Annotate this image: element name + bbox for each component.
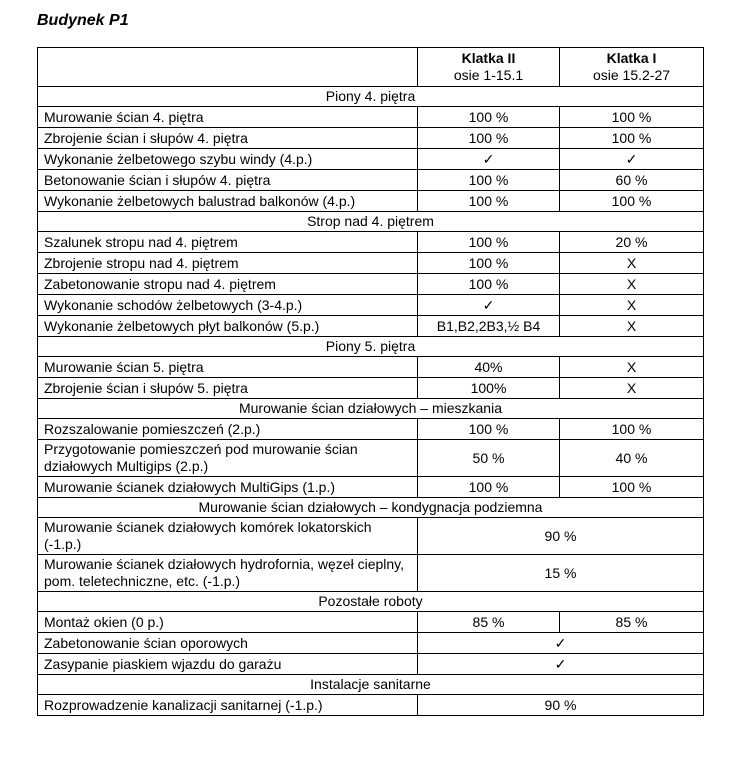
klatka-i-status-cell: X <box>560 274 704 295</box>
table-row <box>38 378 704 399</box>
column-axes: osie 1-15.1 <box>453 67 524 83</box>
table-row <box>38 695 704 716</box>
section-header-row <box>38 592 704 612</box>
column-axes: osie 15.2-27 <box>592 67 671 83</box>
section-title: Piony 5. piętra <box>38 337 704 357</box>
klatka-i-status-cell: 60 % <box>560 170 704 191</box>
table-row <box>38 440 704 477</box>
klatka-i-status-cell: 100 % <box>560 477 704 498</box>
task-cell: Murowanie ścianek działowych hydrofornia, węzeł cieplny, pom. teletechniczne, etc. (-1.p.) <box>38 555 418 592</box>
task-cell: Wykonanie żelbetowych balustrad balkonów (4.p.) <box>38 191 418 212</box>
task-cell: Murowanie ścianek działowych MultiGips (1.p.) <box>38 477 418 498</box>
table-row <box>38 295 704 316</box>
klatka-ii-status-cell: ✓ <box>418 295 560 316</box>
table-row <box>38 612 704 633</box>
section-header-row <box>38 212 704 232</box>
table-row <box>38 232 704 253</box>
klatka-i-status-cell: 100 % <box>560 107 704 128</box>
task-cell: Rozszalowanie pomieszczeń (2.p.) <box>38 419 418 440</box>
section-header-row <box>38 399 704 419</box>
klatka-i-status-cell: ✓ <box>560 149 704 170</box>
klatka-ii-status-cell: 100 % <box>418 170 560 191</box>
klatka-i-status-cell: X <box>560 295 704 316</box>
task-cell: Rozprowadzenie kanalizacji sanitarnej (-1.p.) <box>38 695 418 716</box>
task-cell: Montaż okien (0 p.) <box>38 612 418 633</box>
klatka-i-status-cell: 40 % <box>560 440 704 477</box>
header-klatka-ii <box>418 48 560 87</box>
header-klatka-i <box>560 48 704 87</box>
column-name: Klatka II <box>461 50 516 66</box>
table-header-row <box>38 48 704 87</box>
section-header-row <box>38 675 704 695</box>
task-cell: Murowanie ścian 5. piętra <box>38 357 418 378</box>
section-title: Strop nad 4. piętrem <box>38 212 704 232</box>
table-row <box>38 477 704 498</box>
task-cell: Wykonanie żelbetowego szybu windy (4.p.) <box>38 149 418 170</box>
table-row <box>38 274 704 295</box>
document-title: Budynek P1 <box>37 12 129 29</box>
klatka-ii-status-cell: 100 % <box>418 191 560 212</box>
klatka-i-status-cell: X <box>560 378 704 399</box>
task-cell: Wykonanie schodów żelbetowych (3-4.p.) <box>38 295 418 316</box>
klatka-i-status-cell: 100 % <box>560 128 704 149</box>
table-row <box>38 555 704 592</box>
task-cell: Betonowanie ścian i słupów 4. piętra <box>38 170 418 191</box>
klatka-i-status-cell: X <box>560 357 704 378</box>
merged-status-cell: 15 % <box>418 555 704 592</box>
task-cell: Szalunek stropu nad 4. piętrem <box>38 232 418 253</box>
task-cell: Zabetonowanie ścian oporowych <box>38 633 418 654</box>
klatka-ii-status-cell: 100 % <box>418 107 560 128</box>
table-row <box>38 633 704 654</box>
section-title: Piony 4. piętra <box>38 87 704 107</box>
table-row <box>38 149 704 170</box>
table-row <box>38 518 704 555</box>
klatka-i-status-cell: 20 % <box>560 232 704 253</box>
klatka-ii-status-cell: 85 % <box>418 612 560 633</box>
klatka-ii-status-cell: 100% <box>418 378 560 399</box>
table-row <box>38 419 704 440</box>
task-cell: Zbrojenie stropu nad 4. piętrem <box>38 253 418 274</box>
klatka-ii-status-cell: 100 % <box>418 253 560 274</box>
header-task-column <box>38 48 418 87</box>
klatka-i-status-cell: 100 % <box>560 419 704 440</box>
table-row <box>38 128 704 149</box>
klatka-ii-status-cell: B1,B2,2B3,½ B4 <box>418 316 560 337</box>
table-row <box>38 316 704 337</box>
task-cell: Przygotowanie pomieszczeń pod murowanie ścian działowych Multigips (2.p.) <box>38 440 418 477</box>
task-cell: Zbrojenie ścian i słupów 4. piętra <box>38 128 418 149</box>
task-cell: Murowanie ścian 4. piętra <box>38 107 418 128</box>
merged-status-cell: ✓ <box>418 633 704 654</box>
task-cell: Zasypanie piaskiem wjazdu do garażu <box>38 654 418 675</box>
section-title: Instalacje sanitarne <box>38 675 704 695</box>
progress-table <box>37 47 704 716</box>
table-row <box>38 253 704 274</box>
klatka-i-status-cell: 85 % <box>560 612 704 633</box>
klatka-ii-status-cell: 100 % <box>418 477 560 498</box>
merged-status-cell: ✓ <box>418 654 704 675</box>
section-title: Pozostałe roboty <box>38 592 704 612</box>
section-title: Murowanie ścian działowych – kondygnacja podziemna <box>38 498 704 518</box>
table-row <box>38 191 704 212</box>
klatka-ii-status-cell: 100 % <box>418 274 560 295</box>
merged-status-cell: 90 % <box>418 695 704 716</box>
klatka-ii-status-cell: 50 % <box>418 440 560 477</box>
task-cell: Murowanie ścianek działowych komórek lokatorskich (-1.p.) <box>38 518 418 555</box>
table-row <box>38 357 704 378</box>
table-row <box>38 107 704 128</box>
merged-status-cell: 90 % <box>418 518 704 555</box>
section-header-row <box>38 87 704 107</box>
section-header-row <box>38 337 704 357</box>
task-cell: Wykonanie żelbetowych płyt balkonów (5.p.) <box>38 316 418 337</box>
table-row <box>38 170 704 191</box>
klatka-ii-status-cell: ✓ <box>418 149 560 170</box>
table-body <box>38 87 704 716</box>
klatka-ii-status-cell: 100 % <box>418 419 560 440</box>
section-title: Murowanie ścian działowych – mieszkania <box>38 399 704 419</box>
table-row <box>38 654 704 675</box>
klatka-i-status-cell: X <box>560 253 704 274</box>
klatka-ii-status-cell: 100 % <box>418 128 560 149</box>
klatka-ii-status-cell: 40% <box>418 357 560 378</box>
task-cell: Zbrojenie ścian i słupów 5. piętra <box>38 378 418 399</box>
section-header-row <box>38 498 704 518</box>
column-name: Klatka I <box>606 50 657 66</box>
klatka-i-status-cell: X <box>560 316 704 337</box>
klatka-i-status-cell: 100 % <box>560 191 704 212</box>
task-cell: Zabetonowanie stropu nad 4. piętrem <box>38 274 418 295</box>
klatka-ii-status-cell: 100 % <box>418 232 560 253</box>
